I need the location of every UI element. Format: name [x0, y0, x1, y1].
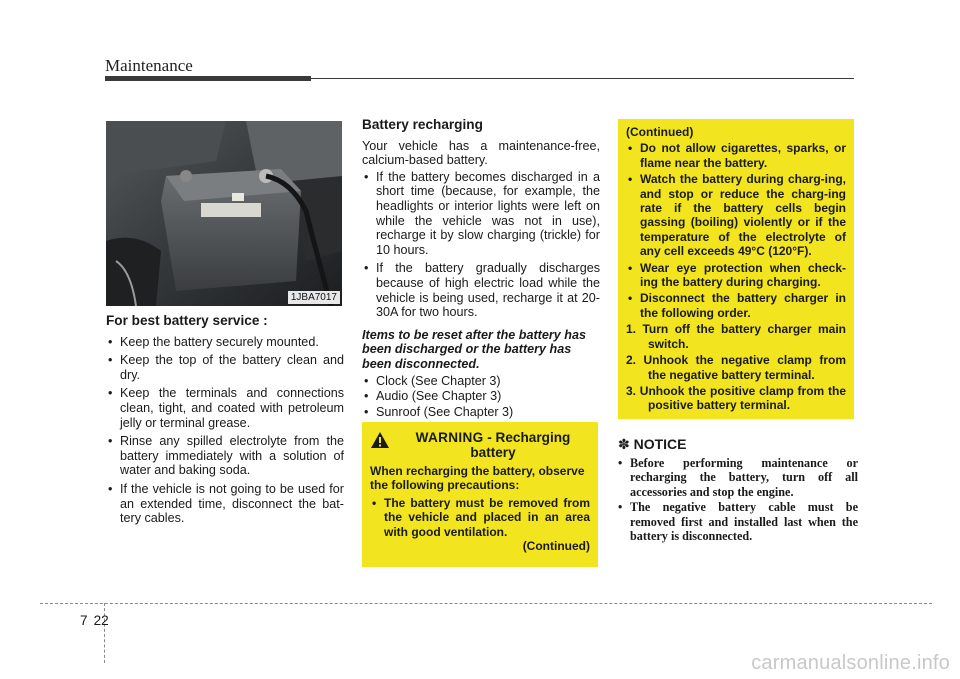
notice-section — [618, 436, 858, 544]
battery-photo — [106, 121, 342, 306]
watermark: carmanualsonline.info — [751, 652, 950, 674]
warning-title-rest: - Recharging battery — [470, 430, 571, 460]
notice-heading: ✽ NOTICE — [618, 436, 687, 452]
warning-continued: (Continued) — [522, 539, 590, 554]
footer-dashed-rule — [40, 603, 932, 604]
header-rule-thick — [105, 76, 311, 81]
warning-list — [370, 496, 590, 539]
list-item: • If the battery becomes discharged in a short time (because, for example, the headlights or interior lights were left on while the vehicle was not in use), recharge it by slow charging (trickle) for 10 hours. — [362, 170, 600, 258]
caution-list — [626, 141, 846, 320]
header-rule-thin — [311, 78, 854, 79]
footer-dashed-divider — [104, 603, 105, 663]
list-item: • The battery must be removed from the vehicle and placed in an area with good ventilation. — [370, 496, 590, 539]
list-item: • Watch the battery during charg-ing, and stop or reduce the charg-ing rate if the battery cells begin gassing (boiling) violently or if the temperature of the electrolyte of any cell exceeds 49°C (120°F). — [626, 172, 846, 258]
charger-steps-list — [626, 322, 846, 412]
list-item: • Keep the battery securely mounted. — [106, 335, 344, 350]
warning-header — [370, 430, 590, 460]
list-item: • The negative battery cable must be removed first and installed last when the battery is disconnected. — [618, 500, 858, 543]
warning-box — [362, 422, 598, 567]
list-item: • Keep the top of the battery clean and dry. — [106, 353, 344, 382]
warning-triangle-icon — [370, 431, 390, 449]
list-item: • If the vehicle is not going to be used for an extended time, disconnect the bat-tery cables. — [106, 482, 344, 526]
recharging-list — [362, 170, 600, 320]
recharging-intro: Your vehicle has a maintenance-free, calcium-based battery. — [362, 138, 600, 168]
warning-label: WARNING — [415, 430, 484, 445]
photo-caption: 1JBA7017 — [288, 291, 340, 304]
list-item: 3. Unhook the positive clamp from the positive battery terminal. — [626, 383, 846, 413]
battery-illustration — [106, 121, 342, 306]
list-item: 1. Turn off the battery charger main switch. — [626, 322, 846, 351]
column-battery-recharging — [362, 118, 600, 420]
list-item: • Audio (See Chapter 3) — [362, 389, 600, 404]
list-item: • Rinse any spilled electrolyte from the battery immediately with a solution of water and baking soda. — [106, 434, 344, 478]
list-item: • Disconnect the battery charger in the following order. — [626, 291, 846, 320]
section-number: 7 — [80, 613, 88, 628]
page-number-value: 22 — [93, 613, 109, 628]
reset-note: Items to be reset after the battery has been discharged or the battery has been disconnected. — [362, 327, 586, 371]
list-item: • Before performing maintenance or recharging the battery, turn off all accessories and stop the engine. — [618, 456, 858, 499]
page-number — [80, 613, 109, 628]
list-item: • If the battery gradually discharges because of high electric load while the vehicle is being used, recharge it at 20-30A for two hours. — [362, 261, 600, 319]
list-item: • Do not allow cigarettes, sparks, or flame near the battery. — [626, 141, 846, 170]
reset-list — [362, 374, 600, 420]
list-item: 2. Unhook the negative clamp from the negative battery terminal. — [626, 353, 846, 382]
recharging-heading: Battery recharging — [362, 117, 483, 132]
page-header-title: Maintenance — [105, 56, 193, 75]
list-item: • Sunroof (See Chapter 3) — [362, 405, 600, 420]
caution-continued: (Continued) — [626, 125, 694, 139]
list-item: • Wear eye protection when check-ing the battery during charging. — [626, 261, 846, 290]
list-item: • Keep the terminals and connections clean, tight, and coated with petroleum jelly or terminal grease. — [106, 386, 344, 430]
list-item: • Clock (See Chapter 3) — [362, 374, 600, 389]
warning-intro: When recharging the battery, observe the following precautions: — [370, 464, 585, 493]
caution-box — [618, 119, 854, 419]
column-best-service — [106, 314, 344, 530]
best-service-heading: For best battery service : — [106, 313, 268, 328]
notice-list — [618, 456, 858, 543]
warning-title — [396, 430, 590, 460]
best-service-list — [106, 335, 344, 526]
